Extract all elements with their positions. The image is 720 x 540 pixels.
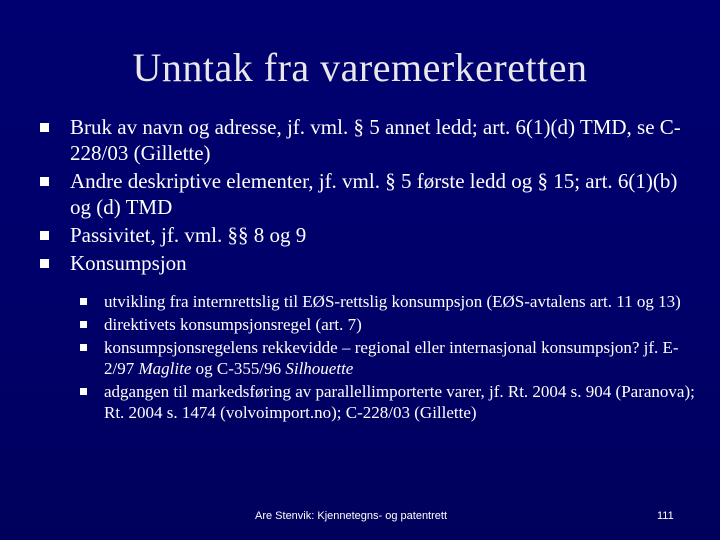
square-bullet-icon <box>80 388 87 395</box>
sub-list-item-text-part: og C-355/96 <box>191 359 286 378</box>
square-bullet-icon <box>40 231 49 240</box>
square-bullet-icon <box>80 298 87 305</box>
square-bullet-icon <box>80 344 87 351</box>
list-item <box>36 250 696 276</box>
sub-list-item-text: adgangen til markedsføring av parallellimporterte varer, jf. Rt. 2004 s. 904 (Paranova); Rt. 2004 s. 1474 (volvoimport.no); C-228/03 (Gillette) <box>104 382 695 422</box>
square-bullet-icon <box>40 123 49 132</box>
list-item-text: Bruk av navn og adresse, jf. vml. § 5 annet ledd; art. 6(1)(d) TMD, se C-228/03 (Gillette) <box>70 115 681 165</box>
square-bullet-icon <box>40 177 49 186</box>
sub-list-item <box>76 381 706 423</box>
square-bullet-icon <box>80 321 87 328</box>
list-item-text: Andre deskriptive elementer, jf. vml. § 5 første ledd og § 15; art. 6(1)(b) og (d) TMD <box>70 169 678 219</box>
list-item-text: Passivitet, jf. vml. §§ 8 og 9 <box>70 223 307 247</box>
list-item-text: Konsumpsjon <box>70 251 187 275</box>
page-number: 111 <box>657 510 674 522</box>
sub-bullet-list <box>76 291 706 425</box>
list-item <box>36 168 696 220</box>
sub-list-item-text <box>104 338 679 378</box>
list-item <box>36 114 696 166</box>
list-item <box>36 222 696 248</box>
sub-list-item <box>76 337 706 379</box>
sub-list-item-text: direktivets konsumpsjonsregel (art. 7) <box>104 315 362 334</box>
case-name-maglite: Maglite <box>138 359 192 378</box>
square-bullet-icon <box>40 259 49 268</box>
sub-list-item <box>76 291 706 312</box>
sub-list-item-text-part: konsumpsjonsregelens rekkevidde – regional eller internasjonal konsumpsjon? jf. E-2/97 <box>104 338 679 378</box>
sub-list-item <box>76 314 706 335</box>
footer-text: Are Stenvik: Kjennetegns- og patentrett <box>255 510 448 522</box>
case-name-silhouette: Silhouette <box>285 359 354 378</box>
slide-title: Unntak fra varemerkeretten <box>132 45 588 90</box>
main-bullet-list <box>36 114 696 278</box>
sub-list-item-text: utvikling fra internrettslig til EØS-rettslig konsumpsjon (EØS-avtalens art. 11 og 13) <box>104 292 681 311</box>
